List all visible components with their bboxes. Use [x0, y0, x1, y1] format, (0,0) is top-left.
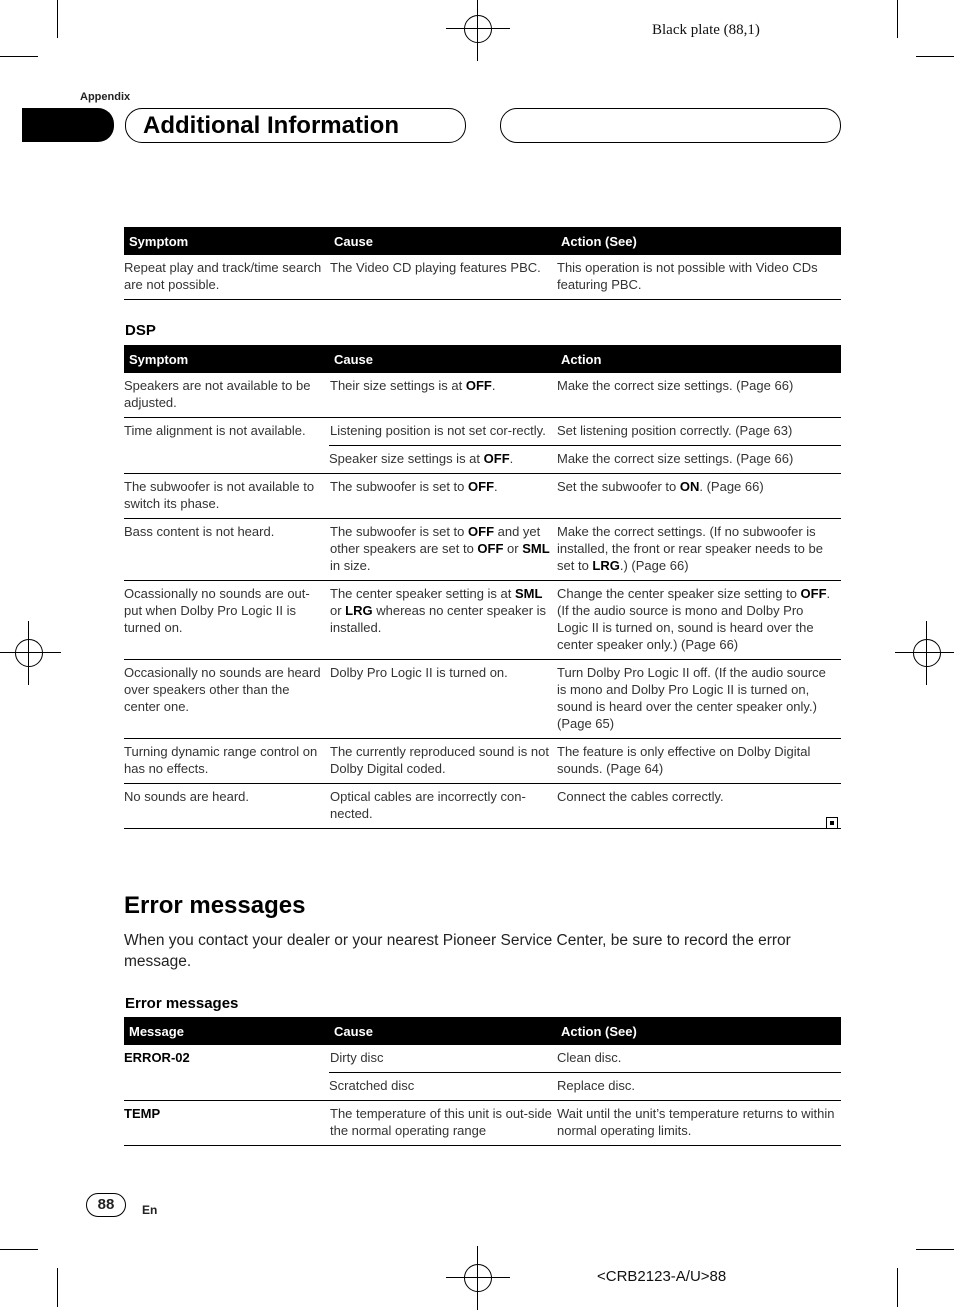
table-row: [124, 418, 841, 446]
action-cell: Clean disc.: [556, 1045, 841, 1073]
message-cell: ERROR-02: [124, 1045, 329, 1101]
message-cell: TEMP: [124, 1101, 329, 1146]
end-of-section-icon: [826, 817, 838, 829]
crop-mark: [916, 56, 954, 57]
action-cell: The feature is only effective on Dolby Digital sounds. (Page 64): [556, 739, 841, 784]
symptom-cell: Bass content is not heard.: [124, 519, 329, 581]
cause-cell: Their size settings is at OFF.: [329, 373, 556, 418]
crop-mark: [0, 56, 38, 57]
table-row: [124, 373, 841, 418]
action-cell: Change the center speaker size setting to OFF. (If the audio source is mono and Dolby Pro Logic II is turned on, sound is heard over the center speaker only.) (Page 66): [556, 581, 841, 660]
symptom-cell: Occasionally no sounds are heard over speakers other than the center one.: [124, 660, 329, 739]
document-code: <CRB2123-A/U>88: [597, 1268, 727, 1285]
symptom-cell: Speakers are not available to be adjusted.: [124, 373, 329, 418]
table-row: [124, 784, 841, 829]
registration-mark-icon: [15, 639, 43, 667]
cause-cell: Listening position is not set cor-rectly.: [329, 418, 556, 446]
column-header-action: Action: [556, 345, 841, 373]
crop-mark: [57, 1268, 58, 1307]
crop-mark: [897, 0, 898, 38]
action-cell: Connect the cables correctly.: [556, 784, 841, 829]
cause-cell: The currently reproduced sound is not Dolby Digital coded.: [329, 739, 556, 784]
action-cell: Make the correct size settings. (Page 66): [556, 446, 841, 474]
column-header-cause: Cause: [329, 345, 556, 373]
cause-cell: The temperature of this unit is out-side the normal operating range: [329, 1101, 556, 1146]
table-row: [124, 581, 841, 660]
cause-cell: Optical cables are incorrectly con-nected.: [329, 784, 556, 829]
cause-cell: The Video CD playing features PBC.: [329, 255, 556, 300]
cause-cell: The center speaker setting is at SML or LRG whereas no center speaker is installed.: [329, 581, 556, 660]
cause-cell: Dirty disc: [329, 1045, 556, 1073]
appendix-label: Appendix: [80, 91, 131, 103]
column-header-message: Message: [124, 1017, 329, 1045]
action-cell: Turn Dolby Pro Logic II off. (If the audio source is mono and Dolby Pro Logic II is turned on, sound is heard over the center speaker only.) (Page 65): [556, 660, 841, 739]
table-row: [124, 255, 841, 300]
page-number: 88: [86, 1193, 126, 1217]
column-header-cause: Cause: [329, 1017, 556, 1045]
dsp-heading: DSP: [125, 322, 156, 339]
action-cell: Wait until the unit’s temperature returns to within normal operating limits.: [556, 1101, 841, 1146]
symptom-cell: No sounds are heard.: [124, 784, 329, 829]
symptom-cell: Turning dynamic range control on has no effects.: [124, 739, 329, 784]
symptom-cell: Repeat play and track/time search are not possible.: [124, 255, 329, 300]
action-cell: Make the correct size settings. (Page 66): [556, 373, 841, 418]
registration-mark-icon: [913, 639, 941, 667]
registration-mark-icon: [464, 1264, 492, 1292]
cause-cell: Scratched disc: [329, 1073, 556, 1101]
table-row: [124, 660, 841, 739]
table-row: [124, 1045, 841, 1073]
plate-label: Black plate (88,1): [652, 22, 760, 38]
section-title: Additional Information: [125, 108, 466, 143]
registration-mark-icon: [464, 15, 492, 43]
column-header-action: Action (See): [556, 1017, 841, 1045]
crop-mark: [0, 1249, 38, 1250]
action-cell: Make the correct settings. (If no subwoofer is installed, the front or rear speaker needs to be set to LRG.) (Page 66): [556, 519, 841, 581]
table-row: [124, 1101, 841, 1146]
crop-mark: [57, 0, 58, 38]
table-row: [124, 474, 841, 519]
page-title: Error messages: [124, 892, 306, 919]
section-tab-bar: [22, 108, 114, 142]
action-cell: Set the subwoofer to ON. (Page 66): [556, 474, 841, 519]
error-messages-table: [124, 1017, 841, 1146]
error-intro-text: When you contact your dealer or your nearest Pioneer Service Center, be sure to record the error message.: [124, 932, 791, 970]
crop-mark: [897, 1268, 898, 1307]
action-cell: Replace disc.: [556, 1073, 841, 1101]
table-row: [124, 519, 841, 581]
table-row: [124, 739, 841, 784]
cause-cell: Dolby Pro Logic II is turned on.: [329, 660, 556, 739]
action-cell: Set listening position correctly. (Page 63): [556, 418, 841, 446]
crop-mark: [916, 1249, 954, 1250]
cause-cell: Speaker size settings is at OFF.: [329, 446, 556, 474]
symptom-cell: The subwoofer is not available to switch its phase.: [124, 474, 329, 519]
section-title-blank-box: [500, 108, 841, 143]
column-header-cause: Cause: [329, 227, 556, 255]
cause-cell: The subwoofer is set to OFF.: [329, 474, 556, 519]
symptom-cell: Ocassionally no sounds are out-put when Dolby Pro Logic II is turned on.: [124, 581, 329, 660]
cause-cell: The subwoofer is set to OFF and yet other speakers are set to OFF or SML in size.: [329, 519, 556, 581]
column-header-action: Action (See): [556, 227, 841, 255]
troubleshooting-table: [124, 227, 841, 300]
error-messages-subheading: Error messages: [125, 995, 239, 1012]
column-header-symptom: Symptom: [124, 227, 329, 255]
column-header-symptom: Symptom: [124, 345, 329, 373]
action-cell: This operation is not possible with Video CDs featuring PBC.: [556, 255, 841, 300]
symptom-cell: Time alignment is not available.: [124, 418, 329, 474]
language-label: En: [142, 1203, 158, 1217]
dsp-table: [124, 345, 841, 829]
